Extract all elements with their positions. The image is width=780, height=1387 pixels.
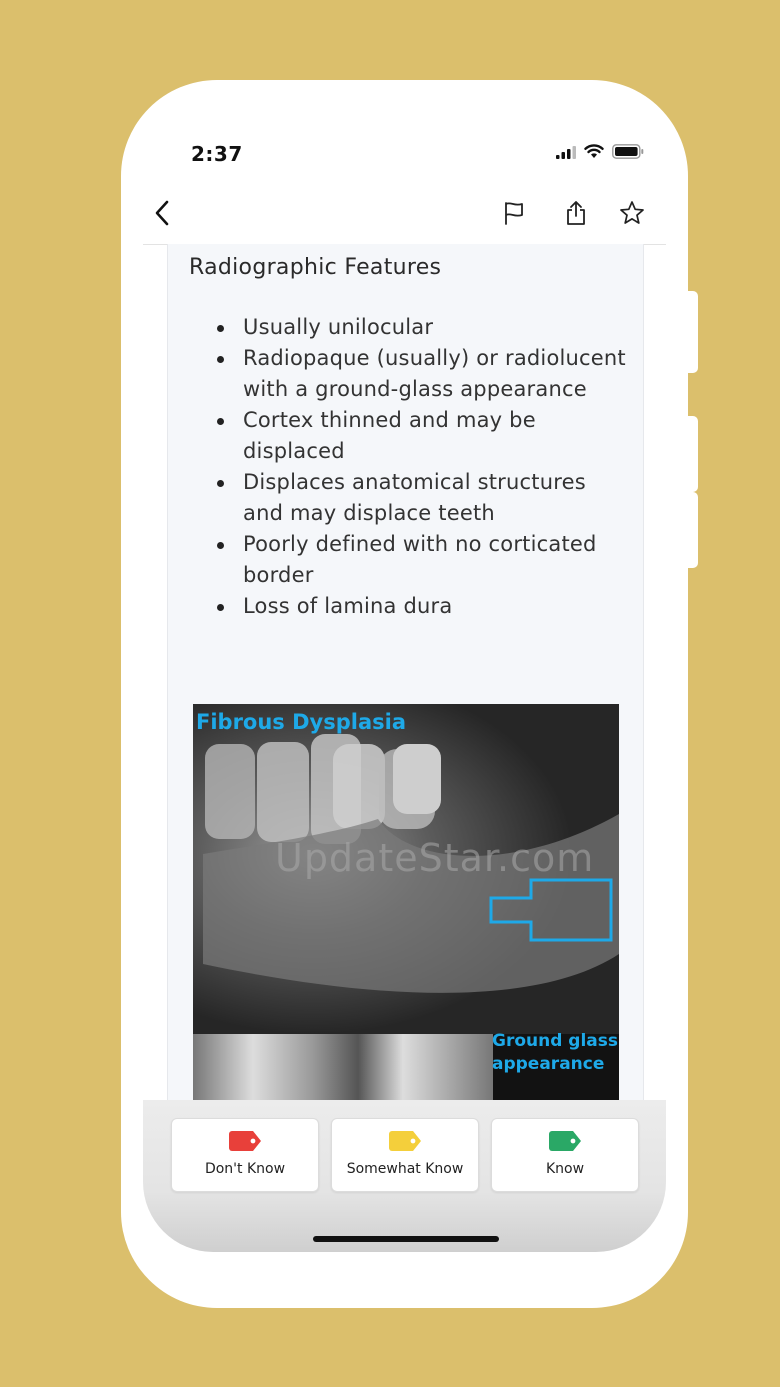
flag-icon bbox=[503, 201, 525, 225]
xray-title: Fibrous Dysplasia bbox=[196, 710, 407, 734]
battery-icon bbox=[612, 144, 644, 159]
xray-caption: Ground glass appearance bbox=[492, 1031, 619, 1074]
flag-button[interactable] bbox=[499, 198, 529, 228]
dont-know-label: Don't Know bbox=[204, 1161, 286, 1177]
star-button[interactable] bbox=[617, 198, 647, 228]
list-item: Cortex thinned and may be displaced bbox=[189, 405, 629, 467]
answer-bar bbox=[143, 1100, 666, 1252]
flashcard-content[interactable] bbox=[167, 244, 644, 1100]
chevron-left-icon bbox=[154, 200, 170, 226]
signal-icon bbox=[556, 145, 576, 159]
status-time: 2:37 bbox=[191, 142, 243, 166]
tag-icon bbox=[389, 1131, 421, 1151]
nav-bar bbox=[143, 190, 666, 245]
feature-list bbox=[189, 312, 629, 622]
somewhat-know-label: Somewhat Know bbox=[346, 1161, 464, 1177]
know-button[interactable] bbox=[491, 1118, 639, 1192]
phone-frame bbox=[121, 80, 688, 1308]
list-item: Loss of lamina dura bbox=[189, 591, 629, 622]
status-icons bbox=[556, 144, 644, 159]
tag-icon bbox=[229, 1131, 261, 1151]
list-item: Poorly defined with no corticated border bbox=[189, 529, 629, 591]
section-heading: Radiographic Features bbox=[189, 255, 442, 280]
side-button-volume-down bbox=[688, 492, 698, 568]
dont-know-button[interactable] bbox=[171, 1118, 319, 1192]
tag-icon bbox=[549, 1131, 581, 1151]
share-icon bbox=[565, 200, 587, 226]
status-bar bbox=[121, 80, 688, 190]
somewhat-know-button[interactable] bbox=[331, 1118, 479, 1192]
wifi-icon bbox=[584, 144, 604, 159]
home-indicator[interactable] bbox=[313, 1236, 499, 1242]
list-item: Displaces anatomical structures and may displace teeth bbox=[189, 467, 629, 529]
list-item: Usually unilocular bbox=[189, 312, 629, 343]
side-button-action bbox=[688, 291, 698, 373]
xray-bitewing-panel bbox=[193, 1034, 493, 1100]
know-label: Know bbox=[545, 1161, 585, 1177]
side-button-volume-up bbox=[688, 416, 698, 492]
list-item: Radiopaque (usually) or radiolucent with a ground-glass appearance bbox=[189, 343, 629, 405]
xray-image bbox=[193, 704, 619, 1100]
star-icon bbox=[619, 200, 645, 226]
watermark: UpdateStar.com bbox=[275, 836, 595, 880]
share-button[interactable] bbox=[561, 198, 591, 228]
back-button[interactable] bbox=[147, 198, 177, 228]
